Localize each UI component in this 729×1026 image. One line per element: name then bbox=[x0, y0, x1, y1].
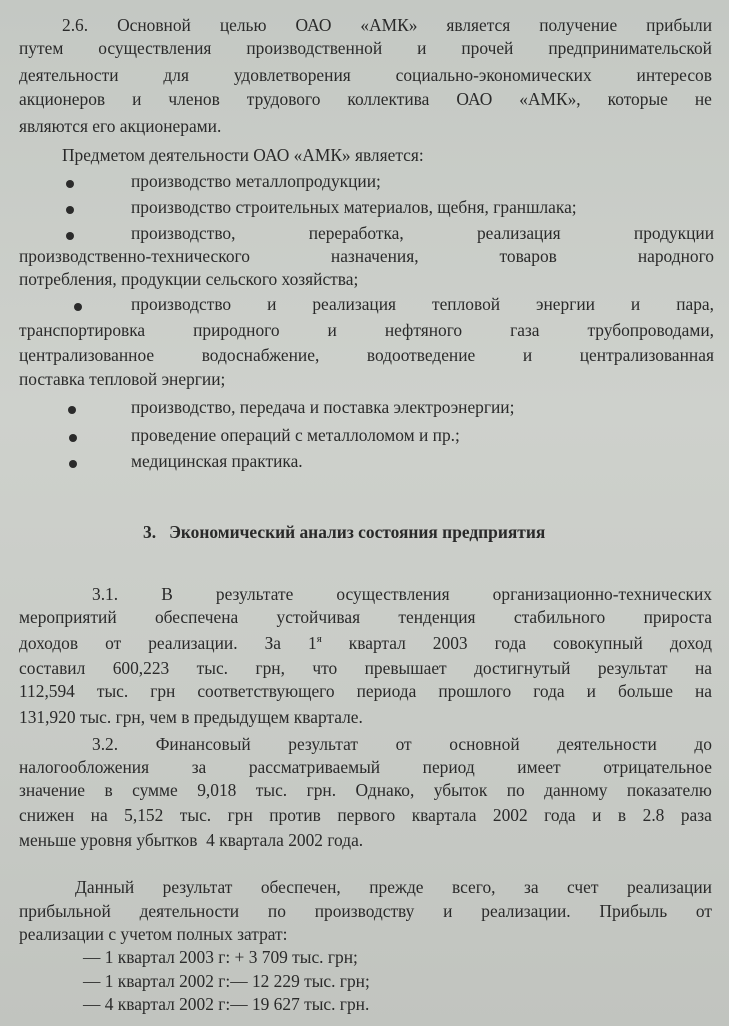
word: прироста bbox=[643, 607, 712, 627]
word: организационно-технических bbox=[492, 584, 712, 604]
word: переработка, bbox=[308, 223, 404, 243]
word: счет bbox=[567, 877, 599, 897]
word: народного bbox=[637, 246, 714, 266]
list-item: проведение операций с металлоломом и пр.; bbox=[131, 425, 460, 445]
word: удовлетворения bbox=[233, 65, 351, 85]
list-item bbox=[131, 293, 714, 315]
word: доход bbox=[669, 633, 712, 653]
word: прибыльной bbox=[19, 901, 111, 921]
word: больше bbox=[617, 681, 673, 701]
bullet-icon bbox=[66, 180, 74, 188]
word: интересов bbox=[636, 65, 712, 85]
text-line: являются его акционерами. bbox=[19, 116, 222, 136]
word: производственной bbox=[246, 38, 383, 58]
word: которые bbox=[607, 89, 668, 109]
text-line: 131,920 тыс. грн, чем в предыдущем квартале. bbox=[19, 707, 363, 727]
bullet-icon bbox=[66, 232, 74, 240]
word: прежде bbox=[369, 877, 424, 897]
word: тыс. bbox=[179, 805, 212, 825]
text-line bbox=[19, 779, 712, 801]
word: 2003 bbox=[432, 633, 468, 653]
word: осуществления bbox=[336, 584, 450, 604]
text-line bbox=[19, 606, 712, 628]
word: социально-экономических bbox=[395, 65, 592, 85]
text-line: реализации с учетом полных затрат: bbox=[19, 924, 288, 944]
word: по bbox=[506, 780, 525, 800]
word: отрицательное bbox=[603, 757, 712, 777]
word: В bbox=[161, 584, 173, 604]
text-line bbox=[19, 680, 712, 702]
word: реализация bbox=[476, 223, 561, 243]
word: пара, bbox=[676, 294, 714, 314]
word: 2.6. bbox=[62, 15, 89, 35]
bullet-icon bbox=[66, 206, 74, 214]
list-item bbox=[131, 222, 714, 244]
word: реализации. bbox=[481, 901, 571, 921]
word: против bbox=[269, 805, 321, 825]
text-line bbox=[19, 632, 712, 657]
bullet-icon bbox=[69, 434, 77, 442]
word: грн. bbox=[306, 780, 337, 800]
word: имеет bbox=[517, 757, 561, 777]
text-line bbox=[19, 37, 712, 59]
word: членов bbox=[168, 89, 220, 109]
word: и bbox=[132, 89, 142, 109]
word: 3.2. bbox=[92, 734, 119, 754]
word: года bbox=[494, 633, 527, 653]
text-line bbox=[75, 876, 712, 898]
word: «АМК», bbox=[519, 89, 581, 109]
word: в bbox=[104, 780, 113, 800]
word: 3.1. bbox=[92, 584, 119, 604]
word: водоотведение bbox=[366, 345, 476, 365]
word: и bbox=[267, 294, 277, 314]
word: на bbox=[694, 658, 712, 678]
word: составил bbox=[19, 658, 86, 678]
word: реализации. bbox=[148, 633, 238, 653]
word: «АМК» bbox=[360, 15, 418, 35]
word: реализация bbox=[312, 294, 397, 314]
text-line bbox=[62, 14, 712, 36]
word: устойчивая bbox=[276, 607, 361, 627]
word: Данный bbox=[75, 877, 135, 897]
word: прибыли bbox=[646, 15, 712, 35]
word: налогообложения bbox=[19, 757, 150, 777]
word: что bbox=[312, 658, 338, 678]
text-line bbox=[19, 64, 712, 86]
text-line bbox=[19, 900, 712, 922]
word: тыс. bbox=[196, 658, 229, 678]
word: на bbox=[90, 805, 108, 825]
word: коллектива bbox=[347, 89, 430, 109]
word: и bbox=[327, 320, 337, 340]
word: соответствующего bbox=[197, 681, 335, 701]
word: 9,018 bbox=[197, 780, 237, 800]
word: снижен bbox=[19, 805, 75, 825]
section-heading: 3. Экономический анализ состояния предприятия bbox=[143, 522, 546, 542]
word: Основной bbox=[117, 15, 191, 35]
word: года bbox=[533, 681, 565, 701]
word: природного bbox=[193, 320, 280, 340]
word: 112,594 bbox=[19, 681, 75, 701]
word: За bbox=[264, 633, 281, 653]
word: товаров bbox=[499, 246, 557, 266]
word: тепловой bbox=[431, 294, 501, 314]
word: является bbox=[446, 15, 511, 35]
word: для bbox=[163, 65, 189, 85]
word: результат bbox=[288, 734, 358, 754]
word: тыс. bbox=[96, 681, 129, 701]
list-item bbox=[19, 344, 714, 366]
word: первого bbox=[337, 805, 396, 825]
word: не bbox=[694, 89, 712, 109]
word: ОАО bbox=[456, 89, 493, 109]
bullet-icon bbox=[69, 460, 77, 468]
word: осуществления bbox=[98, 38, 212, 58]
word: до bbox=[694, 734, 712, 754]
word: Однако, bbox=[355, 780, 415, 800]
word: данному bbox=[544, 780, 608, 800]
word: 2002 bbox=[492, 805, 528, 825]
list-item bbox=[19, 319, 714, 341]
text-line bbox=[92, 583, 712, 605]
word: грн bbox=[227, 805, 253, 825]
word: основной bbox=[449, 734, 520, 754]
text-line bbox=[19, 657, 712, 679]
word: мероприятий bbox=[19, 607, 117, 627]
list-item: производство, передача и поставка электроэнергии; bbox=[131, 397, 515, 417]
word: целью bbox=[219, 15, 267, 35]
word: периода bbox=[356, 681, 417, 701]
word: совокупный bbox=[553, 633, 643, 653]
text-line bbox=[19, 88, 712, 110]
word: назначения, bbox=[330, 246, 419, 266]
superscript: я bbox=[316, 633, 322, 645]
word: трубопроводами, bbox=[587, 320, 714, 340]
word: результате bbox=[215, 584, 294, 604]
result-item: — 1 квартал 2003 г: + 3 709 тыс. грн; bbox=[83, 947, 358, 967]
word: от bbox=[695, 901, 712, 921]
word: продукции bbox=[633, 223, 714, 243]
bullet-icon bbox=[68, 406, 76, 414]
word: производству bbox=[314, 901, 415, 921]
word: акционеров bbox=[19, 89, 106, 109]
word: $1^я$ bbox=[308, 633, 322, 653]
word: производство, bbox=[131, 223, 236, 243]
word: 600,223 bbox=[112, 658, 170, 678]
word: централизованная bbox=[579, 345, 714, 365]
word: и bbox=[443, 901, 453, 921]
result-item: — 1 квартал 2002 г:— 12 229 тыс. грн; bbox=[83, 971, 370, 991]
word: тенденция bbox=[398, 607, 476, 627]
list-item: поставка тепловой энергии; bbox=[19, 369, 226, 389]
word: Финансовый bbox=[155, 734, 251, 754]
word: стабильного bbox=[513, 607, 606, 627]
word: достигнутый bbox=[474, 658, 571, 678]
word: превышает bbox=[364, 658, 447, 678]
word: предпринимательской bbox=[548, 38, 712, 58]
word: результат bbox=[162, 877, 233, 897]
word: значение bbox=[19, 780, 85, 800]
word: показателю bbox=[626, 780, 712, 800]
word: и bbox=[630, 294, 641, 314]
word: квартал bbox=[348, 633, 406, 653]
word: период bbox=[422, 757, 475, 777]
word: путем bbox=[19, 38, 64, 58]
word: тыс. bbox=[255, 780, 288, 800]
word: за bbox=[523, 877, 539, 897]
word: грн, bbox=[255, 658, 285, 678]
list-item: потребления, продукции сельского хозяйства; bbox=[19, 269, 359, 289]
word: от bbox=[395, 734, 412, 754]
word: деятельности bbox=[19, 65, 119, 85]
word: года bbox=[544, 805, 576, 825]
text-line bbox=[19, 804, 712, 826]
word: производственно-технического bbox=[19, 246, 250, 266]
word: сумме bbox=[132, 780, 178, 800]
word: квартала bbox=[411, 805, 477, 825]
word: 2.8 bbox=[642, 805, 665, 825]
word: прочей bbox=[461, 38, 514, 58]
word: деятельности bbox=[139, 901, 240, 921]
word: и bbox=[417, 38, 427, 58]
list-item: производство металлопродукции; bbox=[131, 171, 381, 191]
word: раза bbox=[680, 805, 712, 825]
word: энергии bbox=[536, 294, 595, 314]
word: всего, bbox=[451, 877, 496, 897]
text-line bbox=[19, 756, 712, 778]
word: получение bbox=[539, 15, 618, 35]
text-line bbox=[92, 733, 712, 755]
word: производство bbox=[131, 294, 232, 314]
word: в bbox=[617, 805, 627, 825]
word: Прибыль bbox=[599, 901, 668, 921]
word: 5,152 bbox=[124, 805, 164, 825]
word: доходов bbox=[19, 633, 79, 653]
word: деятельности bbox=[557, 734, 657, 754]
word: реализации bbox=[626, 877, 712, 897]
word: централизованное bbox=[19, 345, 155, 365]
bullet-icon bbox=[74, 303, 82, 311]
word: по bbox=[267, 901, 286, 921]
word: нефтяного bbox=[384, 320, 463, 340]
word: и bbox=[586, 681, 596, 701]
word: и bbox=[592, 805, 602, 825]
word: ОАО bbox=[295, 15, 332, 35]
word: обеспечена bbox=[154, 607, 239, 627]
word: и bbox=[522, 345, 533, 365]
list-item bbox=[19, 245, 714, 267]
list-item: медицинская практика. bbox=[131, 451, 303, 471]
word: на bbox=[694, 681, 712, 701]
word: результат bbox=[597, 658, 668, 678]
result-item: — 4 квартал 2002 г:— 19 627 тыс. грн. bbox=[83, 994, 370, 1014]
word: за bbox=[191, 757, 207, 777]
word: от bbox=[105, 633, 122, 653]
word: водоснабжение, bbox=[201, 345, 320, 365]
word: газа bbox=[510, 320, 540, 340]
word: убыток bbox=[433, 780, 488, 800]
text-line: меньше уровня убытков 4 квартала 2002 года. bbox=[19, 830, 364, 850]
subject-intro: Предметом деятельности ОАО «АМК» является: bbox=[62, 145, 424, 165]
word: трудового bbox=[246, 89, 321, 109]
word: рассматриваемый bbox=[248, 757, 381, 777]
word: прошлого bbox=[438, 681, 512, 701]
word: грн bbox=[150, 681, 176, 701]
word: транспортировка bbox=[19, 320, 146, 340]
word: обеспечен, bbox=[260, 877, 341, 897]
list-item: производство строительных материалов, щебня, граншлака; bbox=[131, 197, 577, 217]
